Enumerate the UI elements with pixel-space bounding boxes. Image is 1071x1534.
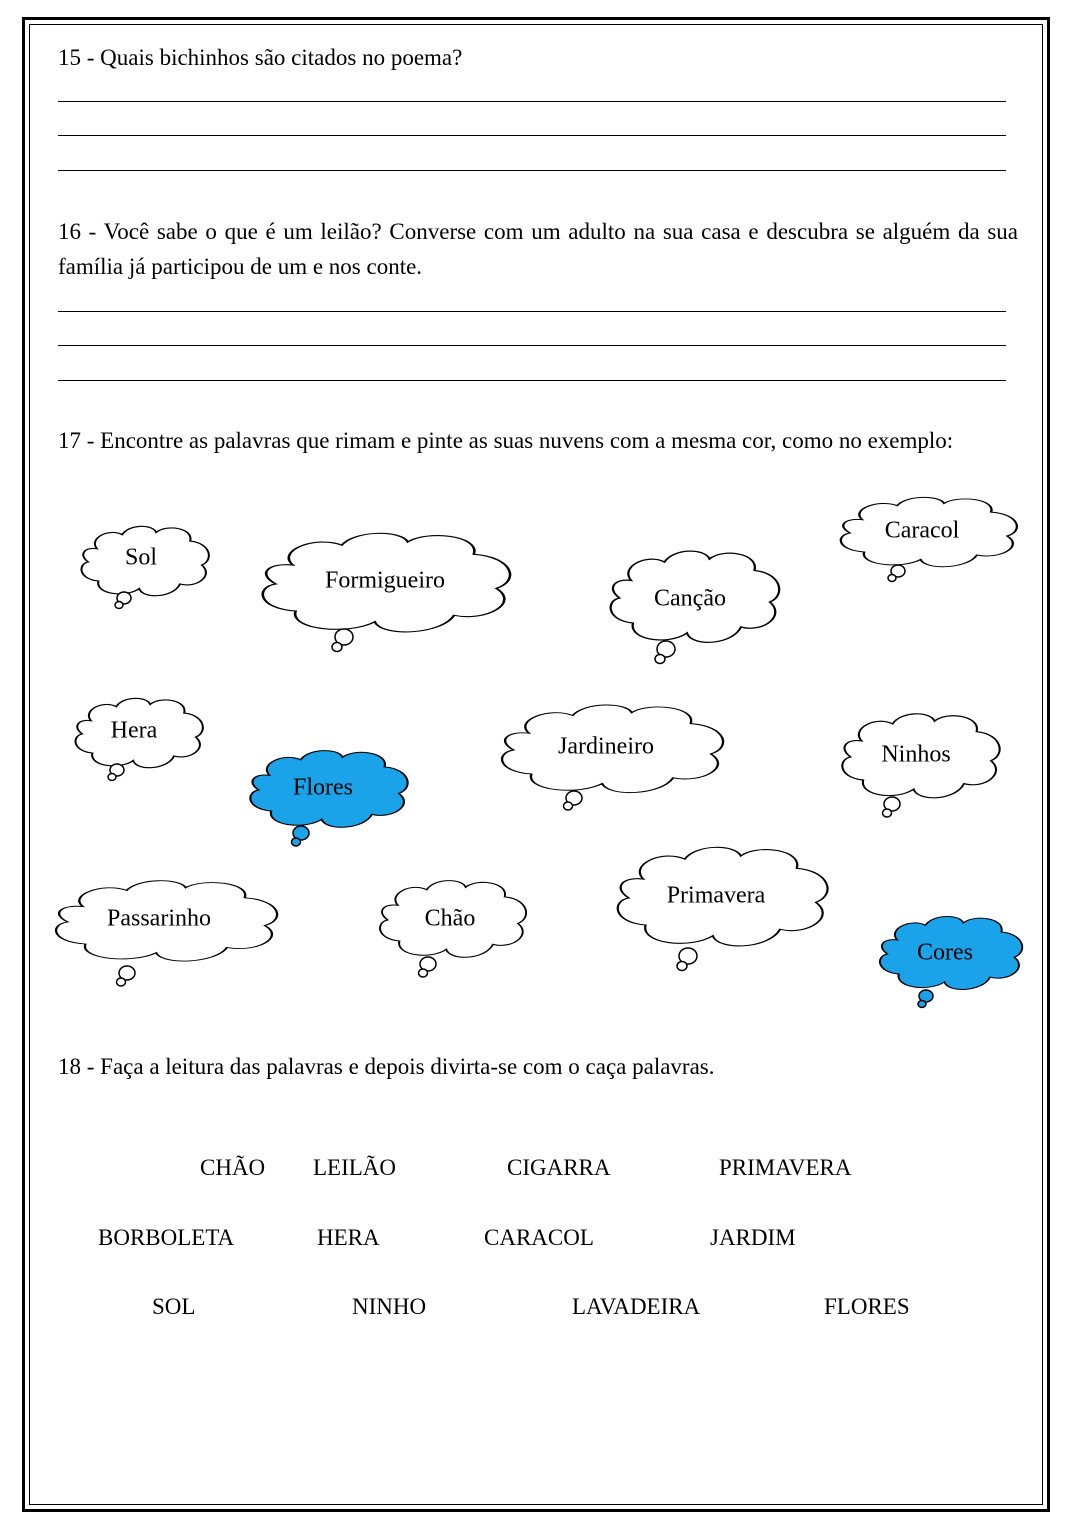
cloud-flores[interactable] <box>250 751 407 846</box>
cloud-word: Primavera <box>666 882 766 909</box>
word-list-item: PRIMAVERA <box>719 1155 852 1180</box>
cloud-bubble-small <box>115 602 123 609</box>
cloud-cores[interactable] <box>880 916 1022 1007</box>
cloud-jardineiro[interactable] <box>502 705 723 810</box>
word-list-item: NINHO <box>352 1294 427 1319</box>
cloud-passarinho[interactable] <box>56 881 277 986</box>
cloud-caracol[interactable] <box>841 497 1017 581</box>
cloud-bubble-small <box>419 969 428 977</box>
cloud-bubble-small <box>292 838 301 846</box>
cloud-chao[interactable] <box>380 881 526 977</box>
cloud-formigueiro[interactable] <box>263 533 510 651</box>
question-18: 18 - Faça a leitura das palavras e depois divirta-se com o caça palavras. <box>58 1054 715 1079</box>
cloud-bubble-small <box>883 809 892 817</box>
word-list-item: BORBOLETA <box>98 1225 235 1250</box>
cloud-bubble-small <box>564 802 573 810</box>
question-16: 16 - Você sabe o que é um leilão? Converse com um adulto na sua casa e descubra se alguém da sua família já participou de um e nos conte. <box>58 219 1018 279</box>
cloud-primavera[interactable] <box>618 847 828 970</box>
cloud-bubble-small <box>888 575 896 582</box>
cloud-ninhos[interactable] <box>842 714 999 817</box>
word-list-item: SOL <box>152 1294 196 1319</box>
word-list-item: HERA <box>317 1225 380 1250</box>
cloud-bubble-small <box>655 655 665 664</box>
question-15: 15 - Quais bichinhos são citados no poema? <box>58 45 463 70</box>
cloud-word: Jardineiro <box>558 733 654 760</box>
cloud-hera[interactable] <box>76 698 203 780</box>
cloud-word: Formigueiro <box>325 567 445 594</box>
word-list-item: LEILÃO <box>313 1155 397 1180</box>
cloud-bubble-small <box>918 1001 926 1008</box>
cloud-bubble-small <box>332 643 342 652</box>
cloud-bubble-small <box>677 962 687 971</box>
word-list-item: CARACOL <box>484 1225 594 1250</box>
word-list-item: FLORES <box>824 1294 910 1319</box>
cloud-word: Passarinho <box>107 905 211 932</box>
cloud-bubble-small <box>117 978 126 986</box>
cloud-cancao[interactable] <box>611 551 780 663</box>
question-17: 17 - Encontre as palavras que rimam e pinte as suas nuvens com a mesma cor, como no exemplo: <box>58 428 954 453</box>
cloud-word: Ninhos <box>881 741 951 768</box>
cloud-word: Cores <box>917 939 973 966</box>
cloud-sol[interactable] <box>82 526 209 608</box>
cloud-word: Sol <box>124 544 158 571</box>
word-list-item: CHÃO <box>200 1155 266 1180</box>
cloud-bubble-small <box>108 774 116 781</box>
cloud-word: Canção <box>654 585 726 612</box>
cloud-word: Chão <box>424 905 476 932</box>
word-list-item: JARDIM <box>710 1225 796 1250</box>
word-list-item: CIGARRA <box>507 1155 611 1180</box>
cloud-word: Flores <box>293 774 353 801</box>
cloud-word: Hera <box>110 717 158 744</box>
cloud-word: Caracol <box>884 517 960 544</box>
word-list-item: LAVADEIRA <box>572 1294 701 1319</box>
